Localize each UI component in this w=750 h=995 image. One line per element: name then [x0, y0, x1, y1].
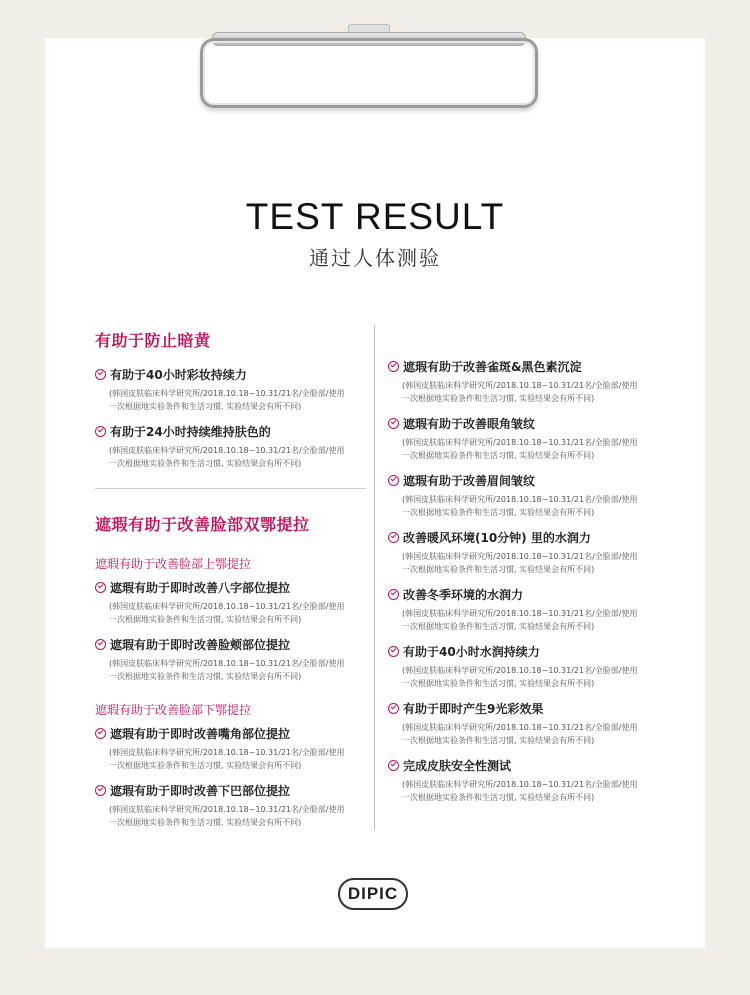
- item-label: 改善暖风环境(10分钟) 里的水润力: [403, 530, 591, 545]
- result-item: [388, 414, 668, 462]
- item-note: (韩国皮肤临床科学研究所/2018.10.18~10.31/21名/全脸部/使用 一次根据地实验条件和生活习惯, 实验结果会有所不同): [402, 780, 638, 802]
- clipboard-clip: [200, 22, 536, 108]
- clip-frame: [200, 38, 538, 108]
- result-item: [388, 585, 668, 633]
- item-note: (韩国皮肤临床科学研究所/2018.10.18~10.31/21名/全脸部/使用 一次根据地实验条件和生活习惯, 实验结果会有所不同): [109, 805, 345, 827]
- item-note: (韩国皮肤临床科学研究所/2018.10.18~10.31/21名/全脸部/使用 一次根据地实验条件和生活习惯, 实验结果会有所不同): [402, 495, 638, 517]
- result-item: [388, 471, 668, 519]
- column-divider: [374, 325, 375, 830]
- section-title-dullness: 有助于防止暗黄: [95, 331, 211, 350]
- result-item: [95, 781, 367, 829]
- result-item: [388, 756, 668, 804]
- check-circle-icon: [95, 785, 106, 796]
- page-title: TEST RESULT: [245, 196, 505, 237]
- result-item: [388, 699, 668, 747]
- item-note: (韩国皮肤临床科学研究所/2018.10.18~10.31/21名/全脸部/使用 一次根据地实验条件和生活习惯, 实验结果会有所不同): [109, 659, 345, 681]
- check-circle-icon: [388, 646, 399, 657]
- item-label: 完成皮肤安全性测试: [403, 758, 512, 773]
- item-note: (韩国皮肤临床科学研究所/2018.10.18~10.31/21名/全脸部/使用 一次根据地实验条件和生活习惯, 实验结果会有所不同): [402, 438, 638, 460]
- item-label: 遮瑕有助于即时改善脸颊部位提拉: [110, 637, 291, 652]
- item-note: (韩国皮肤临床科学研究所/2018.10.18~10.31/21名/全脸部/使用 一次根据地实验条件和生活习惯, 实验结果会有所不同): [402, 552, 638, 574]
- result-item: [95, 365, 367, 413]
- result-item: [95, 422, 367, 470]
- item-label: 遮瑕有助于即时改善嘴角部位提拉: [110, 726, 291, 741]
- subsection-title-lower: 遮瑕有助于改善脸部下鄂提拉: [95, 703, 252, 717]
- page-subtitle: 通过人体测验: [309, 246, 441, 270]
- item-label: 有助于24小时持续维持肤色的: [110, 424, 271, 439]
- item-note: (韩国皮肤临床科学研究所/2018.10.18~10.31/21名/全脸部/使用 一次根据地实验条件和生活习惯, 实验结果会有所不同): [402, 381, 638, 403]
- item-label: 有助于40小时水润持续力: [403, 644, 540, 659]
- check-circle-icon: [388, 475, 399, 486]
- item-note: (韩国皮肤临床科学研究所/2018.10.18~10.31/21名/全脸部/使用 一次根据地实验条件和生活习惯, 实验结果会有所不同): [402, 723, 638, 745]
- item-label: 遮瑕有助于改善眉间皱纹: [403, 473, 536, 488]
- check-circle-icon: [388, 703, 399, 714]
- check-circle-icon: [388, 532, 399, 543]
- subsection-title-upper: 遮瑕有助于改善脸部上鄂提拉: [95, 557, 252, 571]
- brand-logo: DIPIC: [338, 878, 408, 910]
- check-circle-icon: [95, 369, 106, 380]
- item-label: 遮瑕有助于即时改善下巴部位提拉: [110, 783, 291, 798]
- result-item: [95, 578, 367, 626]
- item-note: (韩国皮肤临床科学研究所/2018.10.18~10.31/21名/全脸部/使用 一次根据地实验条件和生活习惯, 实验结果会有所不同): [402, 666, 638, 688]
- result-item: [388, 642, 668, 690]
- result-item: [388, 528, 668, 576]
- check-circle-icon: [95, 639, 106, 650]
- item-note: (韩国皮肤临床科学研究所/2018.10.18~10.31/21名/全脸部/使用 一次根据地实验条件和生活习惯, 实验结果会有所不同): [109, 748, 345, 770]
- item-label: 有助于即时产生9光彩效果: [403, 701, 544, 716]
- item-label: 遮瑕有助于改善眼角皱纹: [403, 416, 536, 431]
- check-circle-icon: [388, 418, 399, 429]
- check-circle-icon: [95, 426, 106, 437]
- result-item: [95, 724, 367, 772]
- left-column: [95, 328, 367, 829]
- item-note: (韩国皮肤临床科学研究所/2018.10.18~10.31/21名/全脸部/使用 一次根据地实验条件和生活习惯, 实验结果会有所不同): [109, 602, 345, 624]
- item-note: (韩国皮肤临床科学研究所/2018.10.18~10.31/21名/全脸部/使用 一次根据地实验条件和生活习惯, 实验结果会有所不同): [402, 609, 638, 631]
- check-circle-icon: [388, 361, 399, 372]
- item-label: 有助于40小时彩妆持续力: [110, 367, 247, 382]
- check-circle-icon: [388, 589, 399, 600]
- check-circle-icon: [95, 728, 106, 739]
- item-label: 改善冬季环境的水润力: [403, 587, 524, 602]
- check-circle-icon: [95, 582, 106, 593]
- result-item: [388, 357, 668, 405]
- item-label: 遮瑕有助于改善雀斑&黑色素沉淀: [403, 359, 582, 374]
- result-item: [95, 635, 367, 683]
- check-circle-icon: [388, 760, 399, 771]
- item-note: (韩国皮肤临床科学研究所/2018.10.18~10.31/21名/全脸部/使用 一次根据地实验条件和生活习惯, 实验结果会有所不同): [109, 446, 345, 468]
- item-note: (韩国皮肤临床科学研究所/2018.10.18~10.31/21名/全脸部/使用 一次根据地实验条件和生活习惯, 实验结果会有所不同): [109, 389, 345, 411]
- item-label: 遮瑕有助于即时改善八字部位提拉: [110, 580, 291, 595]
- section-title-lifting: 遮瑕有助于改善脸部双鄂提拉: [95, 515, 310, 534]
- right-column: [388, 357, 668, 804]
